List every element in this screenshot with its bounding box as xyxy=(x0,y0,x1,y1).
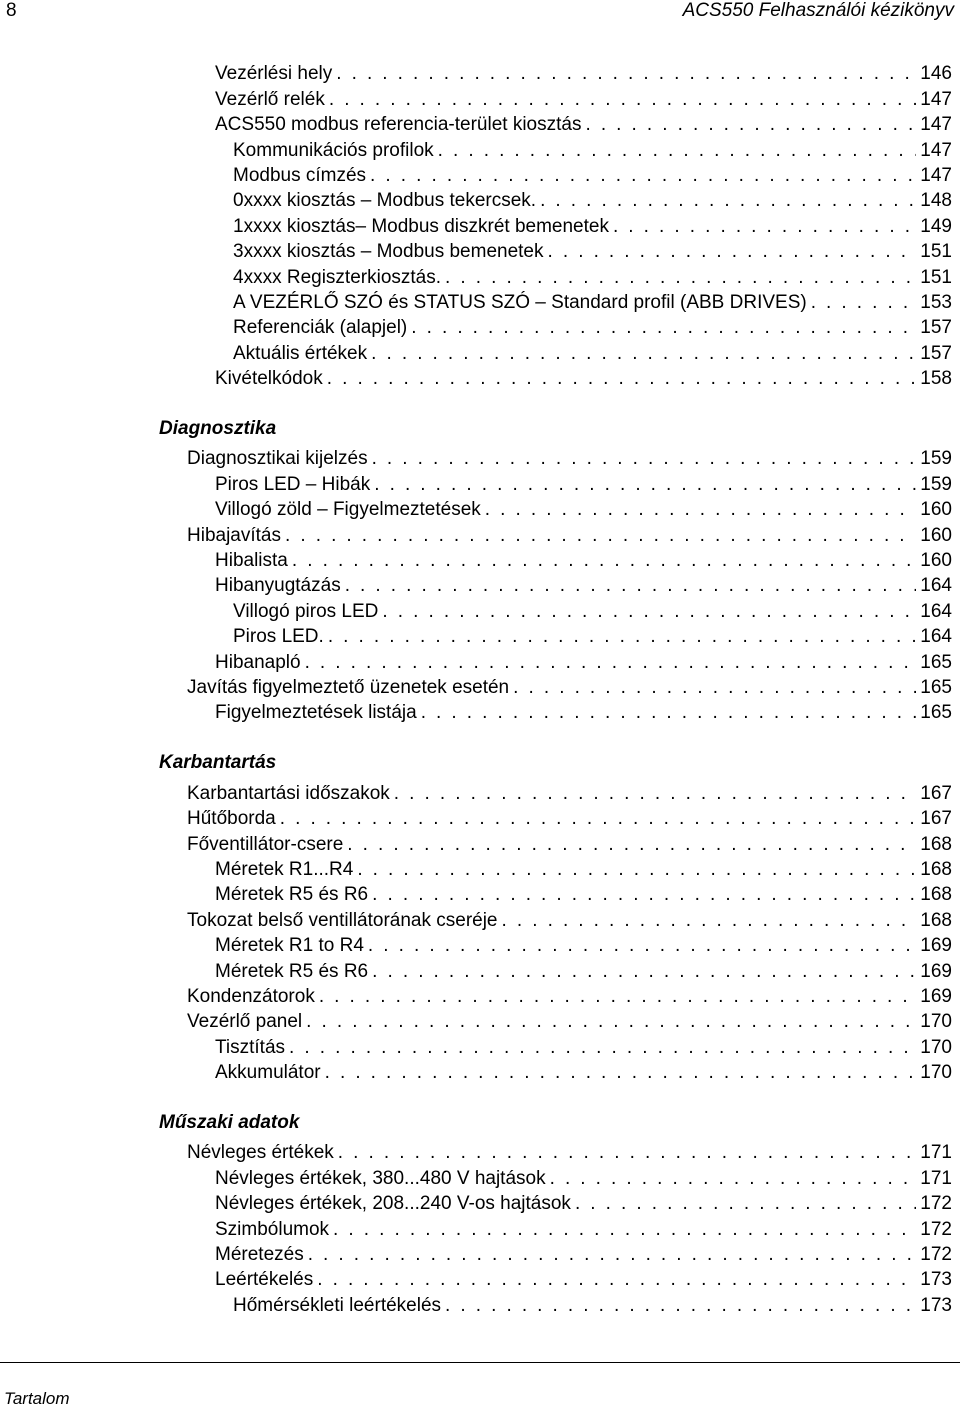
toc-entry[interactable] xyxy=(0,1291,960,1316)
toc-entry-title: Kondenzátorok xyxy=(187,985,315,1007)
toc-entry-title: 3xxxx kiosztás – Modbus bemenetek xyxy=(233,241,544,263)
toc-entry-page: 172 xyxy=(920,1218,952,1240)
toc-entry-page: 168 xyxy=(920,858,952,880)
dot-leader xyxy=(308,1244,916,1266)
toc-entry-title: Hibajavítás xyxy=(187,524,281,546)
toc-entry-page: 167 xyxy=(920,808,952,830)
dot-leader xyxy=(292,550,916,572)
toc-entry-title: Piros LED. xyxy=(233,626,324,648)
toc-entry-title: Referenciák (alapjel) xyxy=(233,317,408,339)
dot-leader xyxy=(317,1269,916,1291)
toc-entry[interactable] xyxy=(0,983,960,1008)
toc-entry[interactable] xyxy=(0,856,960,881)
footer-divider xyxy=(0,1362,960,1363)
toc-entry-title: Leértékelés xyxy=(215,1269,314,1291)
toc-entry-title: Tokozat belső ventillátorának cseréje xyxy=(187,909,498,931)
section-heading: Karbantartás xyxy=(159,752,277,774)
toc-entry-title: Hibanyugtázás xyxy=(215,575,341,597)
toc-entry-title: Karbantartási időszakok xyxy=(187,782,390,804)
toc-entry[interactable] xyxy=(0,1190,960,1215)
footer-label: Tartalom xyxy=(4,1389,70,1408)
toc-entry-title: Diagnosztikai kijelzés xyxy=(187,448,368,470)
toc-entry-page: 153 xyxy=(920,291,952,313)
toc-entry-page: 172 xyxy=(920,1193,952,1215)
dot-leader xyxy=(319,986,916,1008)
dot-leader xyxy=(289,1037,916,1059)
dot-leader xyxy=(370,165,916,187)
toc-entry-page: 160 xyxy=(920,499,952,521)
dot-leader xyxy=(325,1062,916,1084)
toc-entry-title: 0xxxx kiosztás – Modbus tekercsek. xyxy=(233,190,537,212)
toc-entry[interactable] xyxy=(0,572,960,597)
toc-entry-page: 173 xyxy=(920,1294,952,1316)
toc-entry-title: Villogó piros LED xyxy=(233,600,379,622)
toc-entry-page: 169 xyxy=(920,985,952,1007)
toc-entry[interactable] xyxy=(0,1164,960,1189)
dot-leader xyxy=(327,368,916,390)
dot-leader xyxy=(338,1142,916,1164)
toc-entry-page: 164 xyxy=(920,575,952,597)
toc-entry[interactable] xyxy=(0,111,960,136)
toc-entry-page: 164 xyxy=(920,600,952,622)
toc-entry-page: 173 xyxy=(920,1269,952,1291)
toc-entry-title: Kivételkódok xyxy=(215,368,323,390)
toc-entry-page: 151 xyxy=(920,266,952,288)
toc-entry-title: Méretek R1...R4 xyxy=(215,858,354,880)
toc-entry-title: 1xxxx kiosztás– Modbus diszkrét bemenetek xyxy=(233,215,609,237)
toc-entry-page: 168 xyxy=(920,833,952,855)
toc-entry[interactable] xyxy=(0,521,960,546)
toc-entry[interactable] xyxy=(0,932,960,957)
dot-leader xyxy=(374,474,916,496)
toc-entry-page: 169 xyxy=(920,935,952,957)
toc-entry-page: 159 xyxy=(920,448,952,470)
toc-entry[interactable] xyxy=(0,470,960,495)
dot-leader xyxy=(372,448,916,470)
toc-entry[interactable] xyxy=(0,779,960,804)
toc-entry-title: Javítás figyelmeztető üzenetek esetén xyxy=(187,676,510,698)
dot-leader xyxy=(575,1193,916,1215)
dot-leader xyxy=(513,677,916,699)
dot-leader xyxy=(347,834,916,856)
toc-entry[interactable] xyxy=(0,957,960,982)
toc-entry-page: 157 xyxy=(920,342,952,364)
dot-leader xyxy=(548,241,917,263)
dot-leader xyxy=(394,783,916,805)
toc-entry-page: 168 xyxy=(920,884,952,906)
toc-entry-page: 157 xyxy=(920,317,952,339)
toc-entry[interactable] xyxy=(0,881,960,906)
toc-entry-page: 158 xyxy=(920,368,952,390)
toc-entry-title: Névleges értékek, 208...240 V-os hajtások xyxy=(215,1193,571,1215)
toc-entry-page: 160 xyxy=(920,550,952,572)
toc-entry[interactable] xyxy=(0,597,960,622)
toc-entry-title: ACS550 modbus referencia-terület kiosztás xyxy=(215,114,582,136)
toc-entry-page: 165 xyxy=(920,651,952,673)
toc-entry[interactable] xyxy=(0,547,960,572)
toc-entry-page: 170 xyxy=(920,1062,952,1084)
toc-entry-title: Tisztítás xyxy=(215,1036,286,1058)
toc-entry[interactable] xyxy=(0,187,960,212)
dot-leader xyxy=(328,626,916,648)
toc-entry-page: 147 xyxy=(920,164,952,186)
toc-entry[interactable] xyxy=(0,648,960,673)
toc-entry[interactable] xyxy=(0,1215,960,1240)
dot-leader xyxy=(329,89,916,111)
dot-leader xyxy=(585,114,916,136)
toc-entry-title: Hűtőborda xyxy=(187,808,276,830)
toc-entry-page: 168 xyxy=(920,909,952,931)
toc-entry-page: 172 xyxy=(920,1244,952,1266)
toc-entry-title: Hőmérsékleti leértékelés xyxy=(233,1294,442,1316)
dot-leader xyxy=(336,63,916,85)
toc-entry[interactable] xyxy=(0,263,960,288)
toc-entry-page: 151 xyxy=(920,241,952,263)
toc-entry-page: 164 xyxy=(920,626,952,648)
toc-entry-title: Méretek R5 és R6 xyxy=(215,960,369,982)
toc-entry-page: 170 xyxy=(920,1036,952,1058)
dot-leader xyxy=(372,884,916,906)
dot-leader xyxy=(485,499,916,521)
toc-entry[interactable] xyxy=(0,906,960,931)
dot-leader xyxy=(372,961,916,983)
toc-entry-page: 167 xyxy=(920,782,952,804)
toc-entry-title: Névleges értékek xyxy=(187,1142,334,1164)
toc-entry-page: 165 xyxy=(920,702,952,724)
toc-entry-title: Szimbólumok xyxy=(215,1218,330,1240)
toc-entry-title: Villogó zöld – Figyelmeztetések xyxy=(215,499,481,521)
toc-entry-title: A VEZÉRLŐ SZÓ és STATUS SZÓ – Standard profil (ABB DRIVES) xyxy=(233,291,807,313)
toc-entry-title: Vezérlő panel xyxy=(187,1011,303,1033)
toc-entry-title: Méretek R1 to R4 xyxy=(215,935,364,957)
toc-entry[interactable] xyxy=(0,496,960,521)
toc-entry-page: 170 xyxy=(920,1011,952,1033)
toc-entry[interactable] xyxy=(0,339,960,364)
dot-leader xyxy=(550,1168,916,1190)
dot-leader xyxy=(613,216,916,238)
toc-entry[interactable] xyxy=(0,1008,960,1033)
toc-entry-page: 159 xyxy=(920,473,952,495)
dot-leader xyxy=(305,652,916,674)
toc-entry[interactable] xyxy=(0,85,960,110)
toc-entry[interactable] xyxy=(0,805,960,830)
dot-leader xyxy=(421,702,916,724)
toc-entry[interactable] xyxy=(0,1266,960,1291)
table-of-contents xyxy=(0,60,960,1317)
toc-entry[interactable] xyxy=(0,1033,960,1058)
dot-leader xyxy=(445,267,916,289)
toc-entry-title: Méretek R5 és R6 xyxy=(215,884,369,906)
toc-entry-page: 147 xyxy=(920,114,952,136)
toc-entry-title: Méretezés xyxy=(215,1244,304,1266)
toc-entry-page: 148 xyxy=(920,190,952,212)
toc-entry[interactable] xyxy=(0,314,960,339)
dot-leader xyxy=(333,1219,916,1241)
toc-entry[interactable] xyxy=(0,136,960,161)
toc-entry[interactable] xyxy=(0,162,960,187)
toc-entry[interactable] xyxy=(0,1139,960,1164)
toc-entry-title: Vezérlési hely xyxy=(215,63,333,85)
toc-entry[interactable] xyxy=(0,623,960,648)
toc-entry-title: Figyelmeztetések listája xyxy=(215,702,417,724)
toc-entry-title: Piros LED – Hibák xyxy=(215,473,371,495)
toc-entry-title: Főventillátor-csere xyxy=(187,833,344,855)
toc-entry[interactable] xyxy=(0,830,960,855)
dot-leader xyxy=(811,292,916,314)
toc-entry-page: 149 xyxy=(920,215,952,237)
toc-entry-page: 169 xyxy=(920,960,952,982)
toc-entry-title: Aktuális értékek xyxy=(233,342,368,364)
toc-entry-title: Akkumulátor xyxy=(215,1062,321,1084)
toc-entry-title: Modbus címzés xyxy=(233,164,367,186)
dot-leader xyxy=(357,859,916,881)
toc-entry-title: Hibanapló xyxy=(215,651,301,673)
section-heading: Műszaki adatok xyxy=(159,1112,300,1134)
section-heading: Diagnosztika xyxy=(159,418,277,440)
page-number: 8 xyxy=(6,0,17,21)
toc-entry[interactable] xyxy=(0,60,960,85)
toc-entry-page: 160 xyxy=(920,524,952,546)
toc-entry[interactable] xyxy=(0,1241,960,1266)
toc-entry[interactable] xyxy=(0,1059,960,1084)
toc-entry[interactable] xyxy=(0,238,960,263)
toc-entry[interactable] xyxy=(0,289,960,314)
dot-leader xyxy=(280,808,916,830)
toc-entry[interactable] xyxy=(0,674,960,699)
dot-leader xyxy=(411,317,916,339)
toc-entry-page: 171 xyxy=(920,1142,952,1164)
toc-entry[interactable] xyxy=(0,699,960,724)
dot-leader xyxy=(445,1295,916,1317)
toc-entry[interactable] xyxy=(0,365,960,390)
dot-leader xyxy=(306,1011,916,1033)
toc-entry[interactable] xyxy=(0,212,960,237)
dot-leader xyxy=(382,601,916,623)
toc-entry-title: Hibalista xyxy=(215,550,288,572)
dot-leader xyxy=(345,575,916,597)
toc-entry-title: 4xxxx Regiszterkiosztás. xyxy=(233,266,442,288)
toc-entry-title: Névleges értékek, 380...480 V hajtások xyxy=(215,1167,546,1189)
toc-entry-title: Vezérlő relék xyxy=(215,88,325,110)
dot-leader xyxy=(540,190,916,212)
toc-entry[interactable] xyxy=(0,445,960,470)
dot-leader xyxy=(285,525,916,547)
toc-entry-title: Kommunikációs profilok xyxy=(233,139,434,161)
toc-entry-page: 146 xyxy=(920,63,952,85)
toc-entry-page: 147 xyxy=(920,88,952,110)
toc-entry-page: 147 xyxy=(920,139,952,161)
toc-entry-page: 165 xyxy=(920,676,952,698)
document-title: ACS550 Felhasználói kézikönyv xyxy=(682,0,954,21)
dot-leader xyxy=(368,935,916,957)
dot-leader xyxy=(371,343,916,365)
dot-leader xyxy=(502,910,916,932)
dot-leader xyxy=(438,140,916,162)
toc-entry-page: 171 xyxy=(920,1167,952,1189)
